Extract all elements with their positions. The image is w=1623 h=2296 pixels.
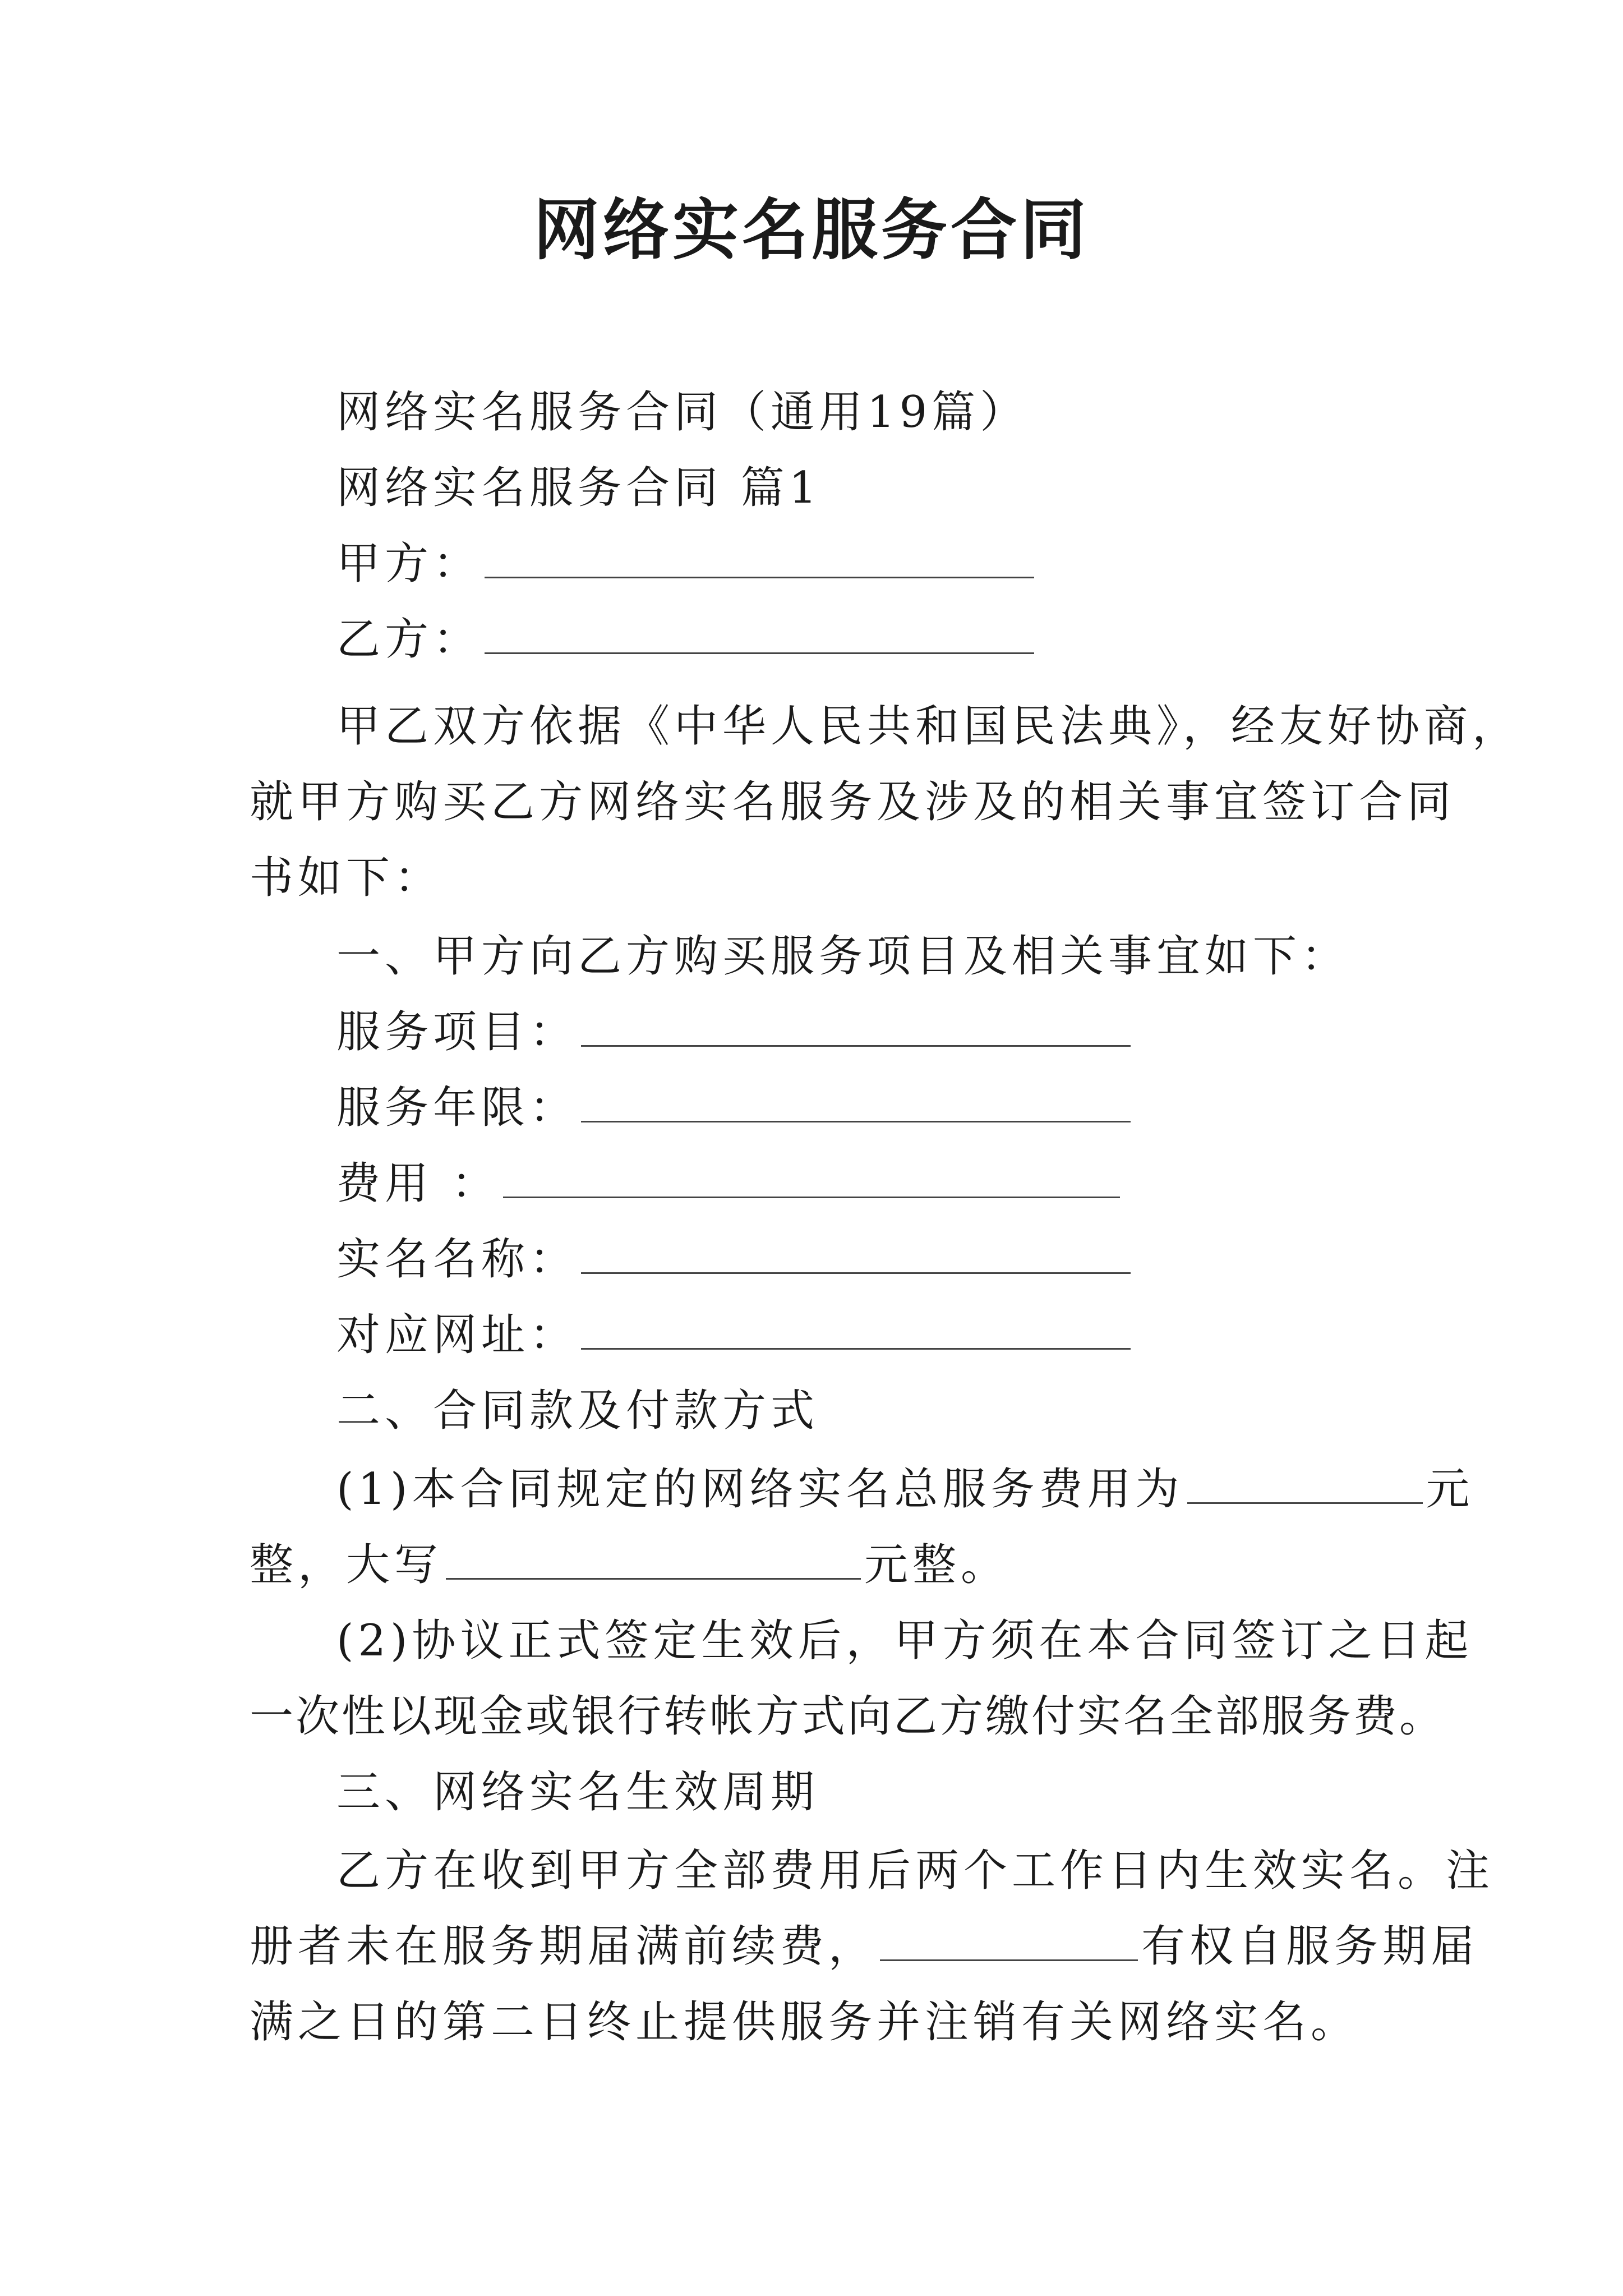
party-b-line — [336, 609, 1038, 670]
clause3-line2-end: 有权自服务期届 — [1141, 1921, 1479, 1972]
party-a-blank — [485, 537, 1034, 578]
intro-line-3: 书如下： — [250, 853, 443, 903]
clause3-line-1: 乙方在收到甲方全部费用后两个工作日内生效实名。注 — [336, 1846, 1495, 1896]
clause2-p1-line2-end: 元整。 — [864, 1540, 1009, 1590]
field-url — [336, 1304, 1134, 1366]
provider-blank — [880, 1920, 1138, 1961]
clause2-p1-line1-end: 元 — [1426, 1464, 1474, 1515]
clause2-p2-line-2: 一次性以现金或银行转帐方式向乙方缴付实名全部服务费。 — [250, 1691, 1446, 1742]
party-b-label: 乙方： — [336, 614, 482, 665]
clause3-line-2 — [250, 1916, 1479, 1977]
field-real-name — [336, 1228, 1134, 1290]
field-real-name-blank — [581, 1233, 1131, 1274]
clause2-p1-line1-start: (1)本合同规定的网络实名总服务费用为 — [336, 1464, 1184, 1515]
clause3-heading: 三、网络实名生效周期 — [336, 1767, 819, 1818]
clause3-line2-start: 册者未在服务期届满前续费， — [250, 1921, 877, 1972]
clause2-p1-line2-start: 整，大写 — [250, 1540, 443, 1590]
clause3-line-3: 满之日的第二日终止提供服务并注销有关网络实名。 — [250, 1997, 1359, 2047]
party-a-label: 甲方： — [336, 539, 482, 589]
field-service-years-label: 服务年限： — [336, 1083, 578, 1133]
field-service-years-blank — [581, 1082, 1131, 1122]
intro-line-2: 就甲方购买乙方网络实名服务及涉及的相关事宜签订合同 — [250, 777, 1456, 827]
field-service-item-label: 服务项目： — [336, 1007, 578, 1057]
document-title: 网络实名服务合同 — [533, 191, 1090, 269]
field-fee-blank — [503, 1157, 1120, 1198]
field-fee-label: 费用 ： — [336, 1158, 500, 1209]
total-fee-blank — [1187, 1463, 1423, 1504]
intro-line-1: 甲乙双方依据《中华人民共和国民法典》，经友好协商， — [336, 701, 1521, 752]
clause2-p1-line-1 — [336, 1458, 1474, 1520]
clause2-p2-line-1: (2)协议正式签定生效后，甲方须在本合同签订之日起 — [336, 1616, 1473, 1666]
party-b-blank — [485, 613, 1034, 654]
document-subtitle: 网络实名服务合同（通用19篇） — [336, 387, 1029, 438]
total-fee-uppercase-blank — [446, 1539, 861, 1580]
party-a-line — [336, 533, 1038, 595]
clause1-heading: 一、甲方向乙方购买服务项目及相关事宜如下： — [336, 931, 1350, 982]
clause2-p1-line-2 — [250, 1534, 1009, 1596]
field-service-years — [336, 1077, 1134, 1139]
section-heading: 网络实名服务合同 篇1 — [336, 463, 822, 513]
field-service-item-blank — [581, 1006, 1131, 1047]
field-url-blank — [581, 1309, 1131, 1350]
field-real-name-label: 实名名称： — [336, 1234, 578, 1285]
field-url-label: 对应网址： — [336, 1310, 578, 1360]
field-service-item — [336, 1001, 1134, 1063]
field-fee — [336, 1153, 1123, 1214]
clause2-heading: 二、合同款及付款方式 — [336, 1386, 819, 1436]
